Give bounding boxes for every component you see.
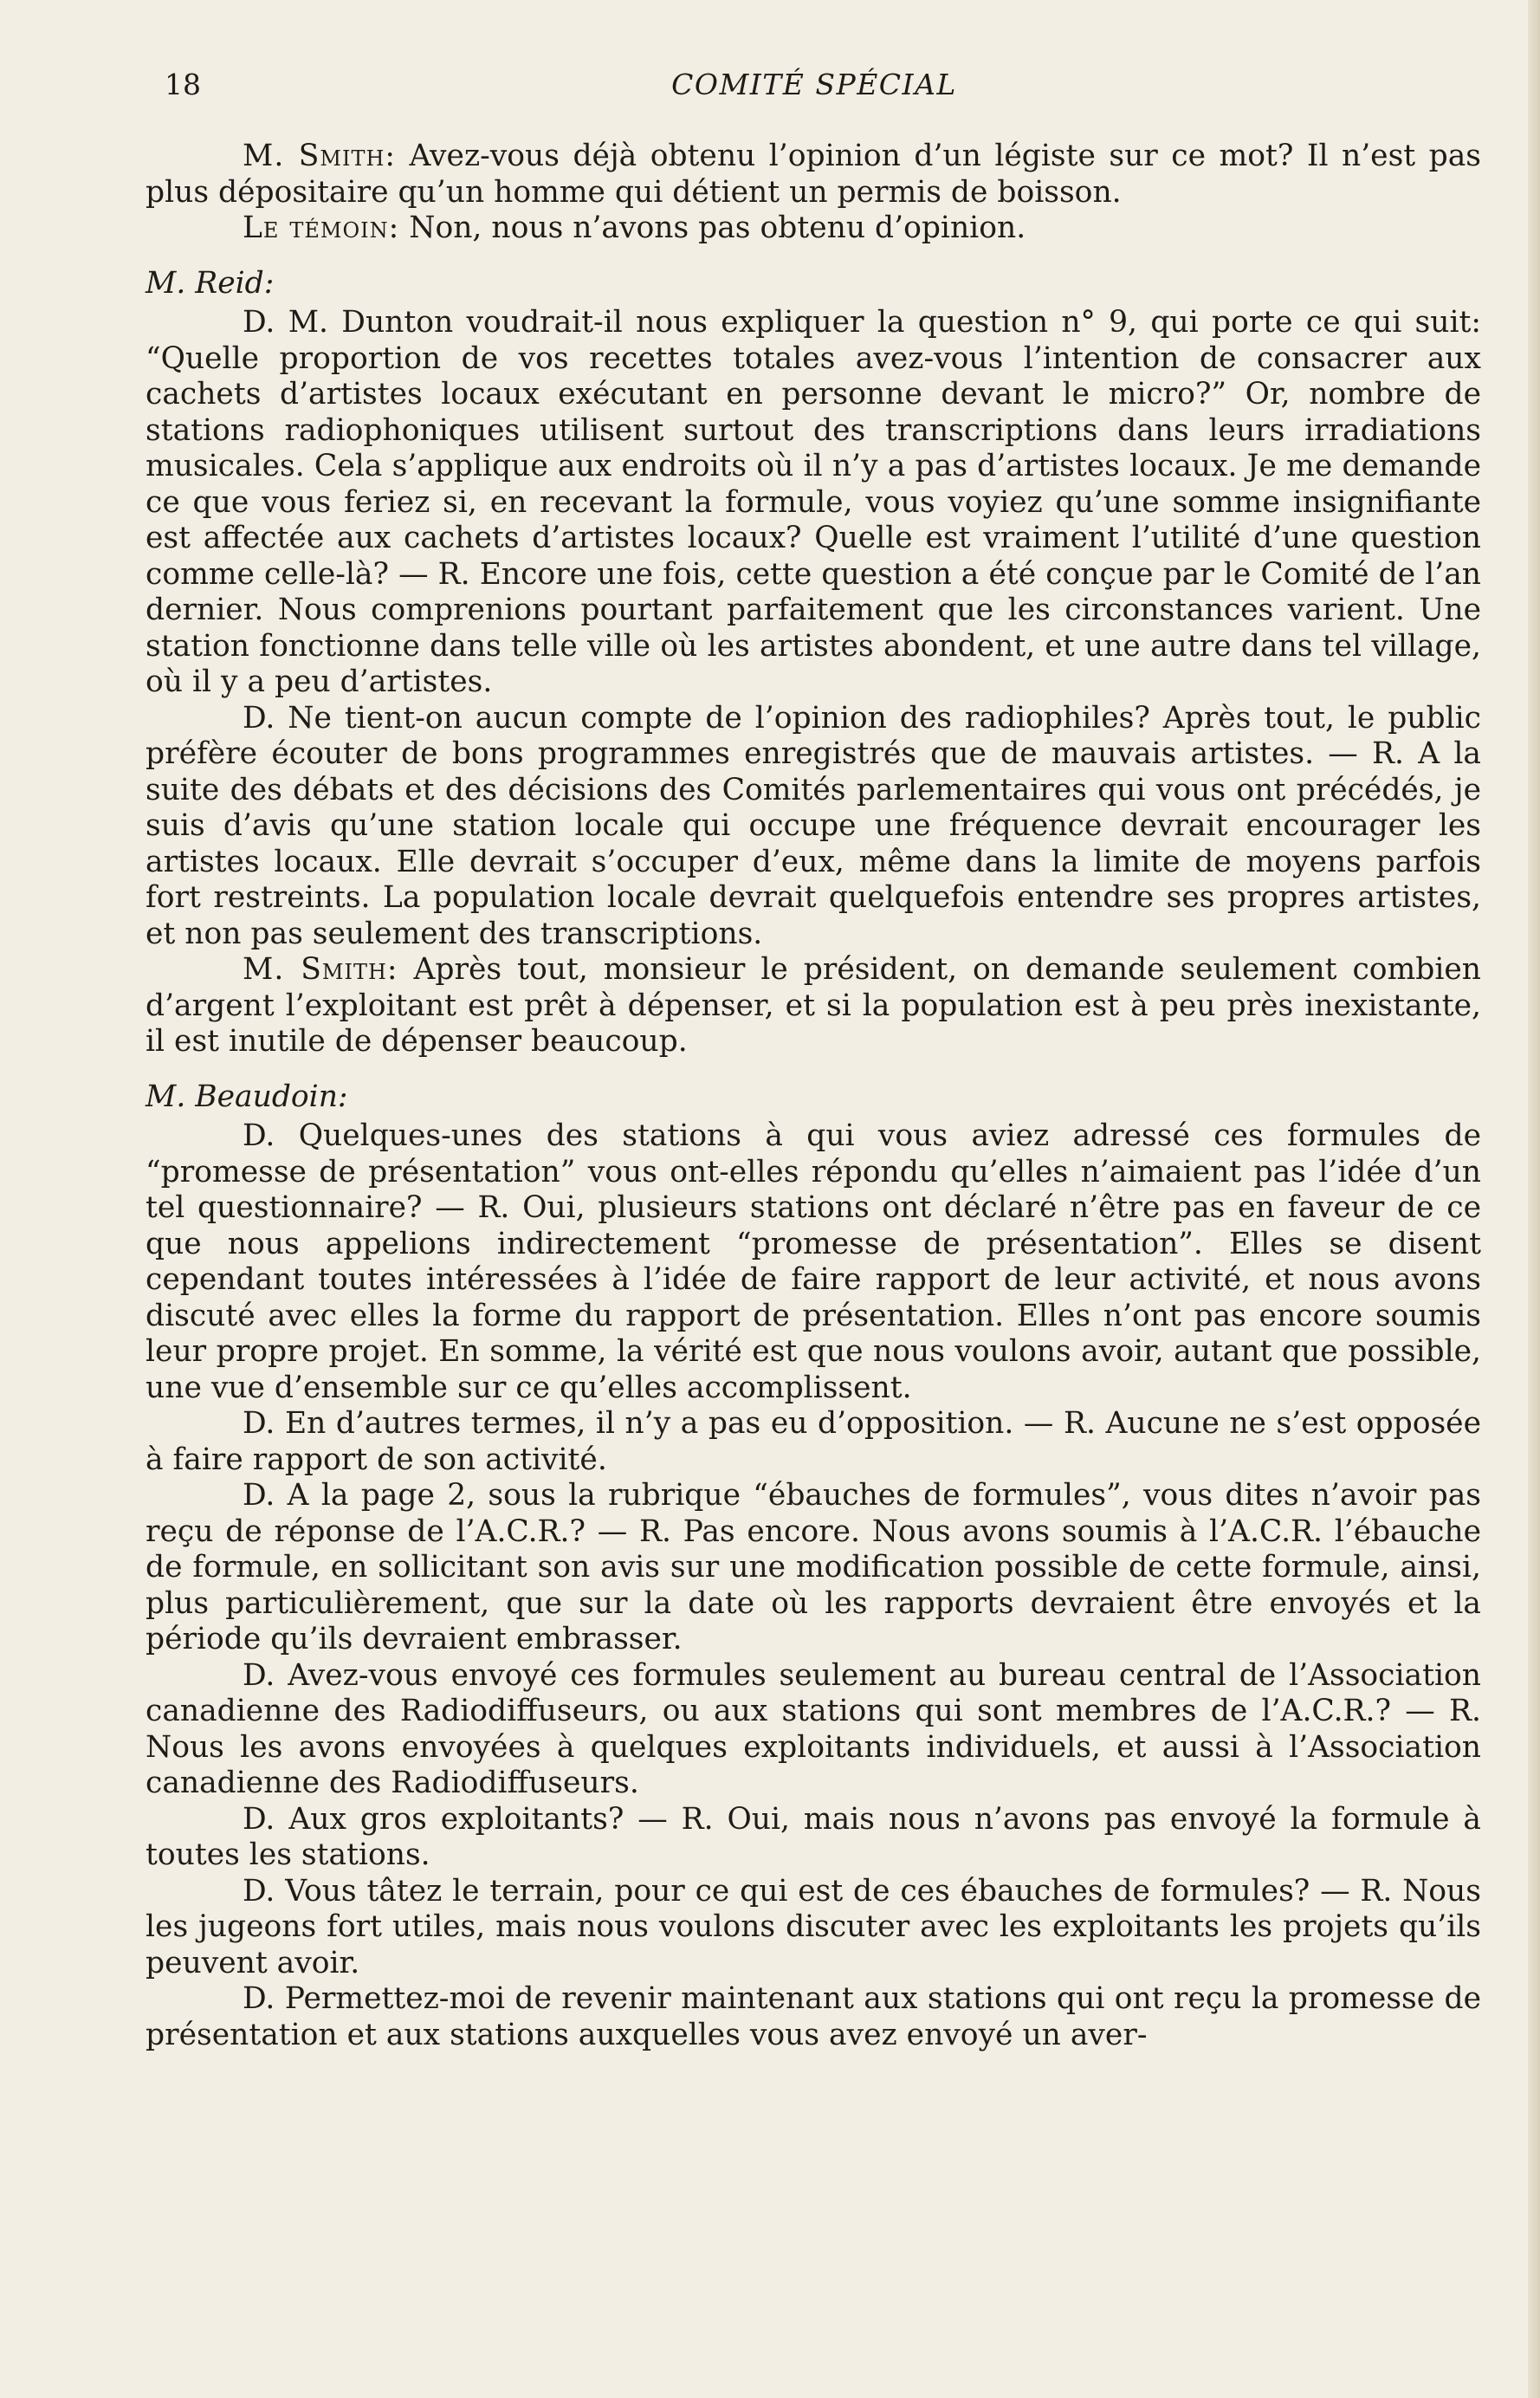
paragraph-text: Après tout, monsieur le président, on demande seulement combien d’argent l’exploitant est prêt à dépenser, et si la population est à peu près inexistante, il est inutile de dépenser beaucoup. <box>146 952 1482 1059</box>
paragraph-temoin <box>146 211 1481 247</box>
paragraph-opposition: D. En d’autres termes, il n’y a pas eu d’opposition. — R. Aucune ne s’est opposée à faire rapport de son activité. <box>146 1406 1481 1477</box>
speaker-label: M. Smith: <box>243 952 398 987</box>
speaker-label: Le témoin: <box>243 211 400 245</box>
paragraph-question-9: D. M. Dunton voudrait-il nous expliquer la question n° 9, qui porte ce qui suit: “Quelle proportion de vos recettes totales avez-vous l’intention de consacrer aux cachets d’artistes locaux exécutant en personne devant le micro?” Or, nombre de stations radiophoniques utilisent surtout des transcriptions dans leurs irradiations musicales. Cela s’applique aux endroits où il n’y a pas d’artistes locaux. Je me demande ce que vous feriez si, en recevant la formule, vous voyiez qu’une somme insignifiante est affectée aux cachets d’artistes locaux? Quelle est vraiment l’utilité d’une question comme celle-là? — R. Encore une fois, cette question a été conçue par le Comité de l’an dernier. Nous comprenions pourtant parfaitement que les circonstances varient. Une station fonctionne dans telle ville où les artistes abondent, et une autre dans tel village, où il y a peu d’artistes. <box>146 305 1481 699</box>
paragraph-page-2: D. A la page 2, sous la rubrique “ébauches de formules”, vous dites n’avoir pas reçu de réponse de l’A.C.R.? — R. Pas encore. Nous avons soumis à l’A.C.R. l’ébauche de formule, en sollicitant son avis sur une modification possible de cette formule, ainsi, plus particulièrement, que sur la date où les rapports devraient être envoyés et la période qu’ils devraient embrasser. <box>146 1478 1481 1656</box>
paragraph-gros-exploitants: D. Aux gros exploitants? — R. Oui, mais nous n’avons pas envoyé la formule à toutes les stations. <box>146 1801 1481 1872</box>
paragraph-text: Avez-vous déjà obtenu l’opinion d’un légiste sur ce mot? Il n’est pas plus dépositaire qu’un homme qui détient un permis de boisson. <box>146 139 1481 210</box>
running-title: COMITÉ SPÉCIAL <box>671 68 957 101</box>
paragraph-smith-1 <box>146 139 1481 211</box>
paragraph-text: Non, nous n’avons pas obtenu d’opinion. <box>409 211 1026 245</box>
page-header <box>165 68 1464 109</box>
speaker-label: M. Smith: <box>243 139 397 173</box>
paragraph-smith-2 <box>146 952 1481 1060</box>
paragraph-radiophiles: D. Ne tient-on aucun compte de l’opinion des radiophiles? Après tout, le public préfère écouter de bons programmes enregistrés que de mauvais artistes. — R. A la suite des débats et des décisions des Comités parlementaires qui vous ont précédés, je suis d’avis qu’une station locale qui occupe une fréquence devrait encourager les artistes locaux. Elle devrait s’occuper d’eux, même dans la limite de moyens parfois fort restreints. La population locale devrait quelquefois entendre ses propres artistes, et non pas seulement des transcriptions. <box>146 700 1481 951</box>
page-edge-shadow <box>1528 0 1540 2398</box>
paragraph-terrain: D. Vous tâtez le terrain, pour ce qui est de ces ébauches de formules? — R. Nous les jugeons fort utiles, mais nous voulons discuter avec les exploitants les projets qu’ils peuvent avoir. <box>146 1873 1481 1980</box>
paragraph-promesse: D. Quelques-unes des stations à qui vous aviez adressé ces formules de “promesse de présentation” vous ont-elles répondu qu’elles n’aimaient pas l’idée d’un tel questionnaire? — R. Oui, plusieurs stations ont déclaré n’être pas en faveur de ce que nous appelions indirectement “promesse de présentation”. Elles se disent cependant toutes intéressées à l’idée de faire rapport de leur activité, et nous avons discuté avec elles la forme du rapport de présentation. Elles n’ont pas encore soumis leur propre projet. En somme, la vérité est que nous voulons avoir, autant que possible, une vue d’ensemble sur ce qu’elles accomplissent. <box>146 1118 1481 1405</box>
section-heading-reid: M. Reid: <box>146 265 275 301</box>
page-number: 18 <box>165 68 201 101</box>
page-body <box>146 139 1481 2053</box>
paragraph-bureau-central: D. Avez-vous envoyé ces formules seulement au bureau central de l’Association canadienne des Radiodiffuseurs, ou aux stations qui sont membres de l’A.C.R.? — R. Nous les avons envoyées à quelques exploitants individuels, et aussi à l’Association canadienne des Radiodiffuseurs. <box>146 1657 1481 1800</box>
section-heading-beaudoin: M. Beaudoin: <box>146 1079 348 1114</box>
paragraph-permettez: D. Permettez-moi de revenir maintenant aux stations qui ont reçu la promesse de présentation et aux stations auxquelles vous avez envoyé un aver- <box>146 1981 1481 2052</box>
